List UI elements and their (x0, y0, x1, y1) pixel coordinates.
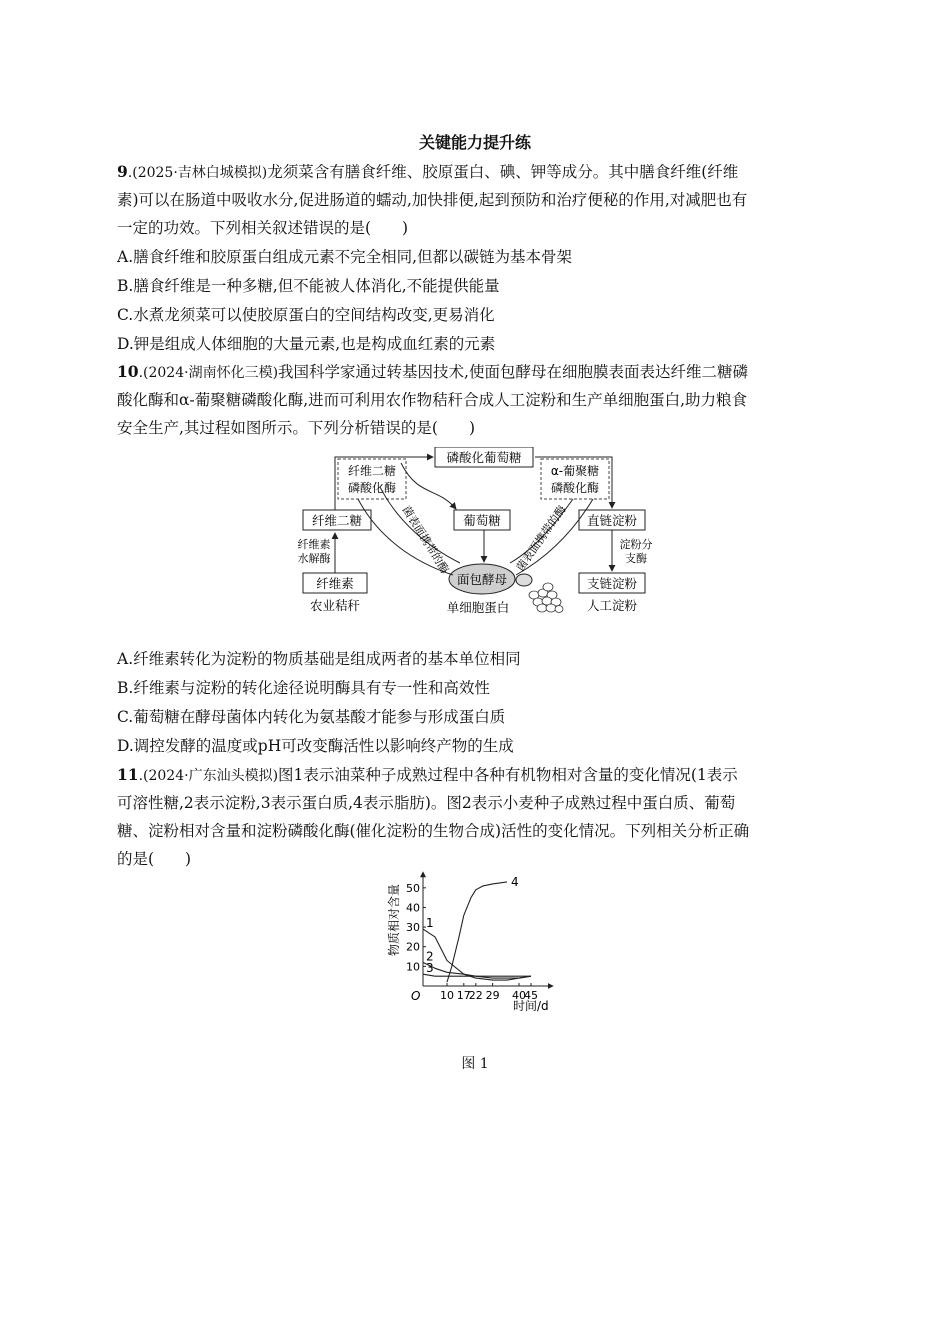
q10-option-c[interactable]: C.葡萄糖在酵母菌体内转化为氨基酸才能参与形成蛋白质 (117, 708, 506, 726)
series-line-4 (447, 882, 507, 982)
y-tick-label: 10 (406, 960, 420, 974)
q10-number: 10 (117, 362, 139, 381)
q11-source: .(2024·广东汕头模拟) (138, 768, 279, 784)
top-box-label: 磷酸化葡萄糖 (446, 450, 522, 465)
q10-source: .(2024·湖南怀化三模) (138, 365, 279, 381)
q9-line2: 素)可以在肠道中吸收水分,促进肠道的蠕动,加快排便,起到预防和治疗便秘的作用,对减肥也有 (117, 191, 748, 209)
q10-text-1: 我国科学家通过转基因技术,使面包酵母在细胞膜表面表达纤维二糖磷 (278, 363, 748, 381)
cellulase-label-2: 水解酶 (298, 552, 331, 565)
scp-cluster-icon (529, 583, 563, 613)
q9-line1 (117, 158, 833, 187)
x-axis-label: 时间/d (513, 999, 549, 1013)
q10-option-a[interactable]: A.纤维素转化为淀粉的物质基础是组成两者的基本单位相同 (117, 650, 521, 668)
origin-label: O (411, 989, 421, 1003)
q9-option-a[interactable]: A.膳食纤维和胶原蛋白组成元素不完全相同,但都以碳链为基本骨架 (117, 248, 573, 266)
q9-number: 9 (117, 162, 128, 181)
carried-right-label: 菌表面携带的酶 (513, 503, 569, 574)
right-enzyme-label-1: α-葡聚糖 (550, 464, 600, 478)
x-tick-label: 29 (485, 989, 500, 1002)
pathway-diagram (298, 447, 656, 619)
glucose-label: 葡萄糖 (463, 513, 501, 528)
left-enzyme-label-1: 纤维二糖 (347, 464, 397, 478)
yeast-bud (516, 574, 532, 586)
cellulose-label: 纤维素 (316, 576, 354, 591)
y-tick-label: 20 (406, 940, 420, 954)
y-tick-label: 50 (406, 881, 420, 895)
y-tick-label: 30 (406, 921, 420, 935)
q10-option-d[interactable]: D.调控发酵的温度或pH可改变酶活性以影响终产物的生成 (117, 737, 514, 755)
q11-line3: 糖、淀粉相对含量和淀粉磷酸化酶(催化淀粉的生物合成)活性的变化情况。下列相关分析正确 (117, 822, 750, 840)
q9-option-d[interactable]: D.钾是组成人体细胞的大量元素,也是构成血红素的元素 (117, 335, 496, 353)
carried-left-label: 菌表面携带的酶 (399, 503, 452, 576)
right-enzyme-label-2: 磷酸化酶 (550, 481, 600, 495)
straw-label: 农业秸秆 (309, 598, 361, 613)
x-tick-label: 17 (456, 989, 471, 1002)
q11-line4: 的是( ) (117, 850, 192, 868)
series-label-3: 3 (426, 961, 434, 976)
q9-line3: 一定的功效。下列相关叙述错误的是( ) (117, 219, 409, 237)
q10-option-b[interactable]: B.纤维素与淀粉的转化途径说明酶具有专一性和高效性 (117, 679, 490, 697)
q10-line2: 酸化酶和α-葡聚糖磷酸化酶,进而可利用农作物秸秆合成人工淀粉和生产单细胞蛋白,助力粮食 (117, 391, 748, 409)
q10-line3: 安全生产,其过程如图所示。下列分析错误的是( ) (117, 419, 476, 437)
left-enzyme-label-2: 磷酸化酶 (347, 481, 397, 495)
figure1-caption: 图 1 (461, 1056, 489, 1072)
q11-line1 (117, 761, 833, 790)
q9-source: .(2025·吉林白城模拟) (127, 165, 268, 181)
cellobiose-label: 纤维二糖 (311, 513, 363, 528)
series-label-1: 1 (426, 916, 434, 931)
series-line-3 (423, 974, 531, 976)
cellulase-label-1: 纤维素 (298, 538, 331, 551)
amylopectin-label: 支链淀粉 (586, 576, 638, 591)
arrow-enzyme-glucose (401, 463, 456, 509)
x-tick-label: 10 (440, 989, 454, 1002)
q11-line2: 可溶性糖,2表示淀粉,3表示蛋白质,4表示脂肪)。图2表示小麦种子成熟过程中蛋白质、葡萄 (117, 794, 736, 812)
x-tick-label: 45 (524, 989, 538, 1002)
amylose-label: 直链淀粉 (586, 513, 638, 528)
series-label-2: 2 (426, 949, 434, 964)
q10-line1 (117, 358, 833, 387)
q9-text-1: 龙须菜含有膳食纤维、胶原蛋白、碘、钾等成分。其中膳食纤维(纤维 (267, 163, 739, 181)
q9-option-c[interactable]: C.水煮龙须菜可以使胶原蛋白的空间结构改变,更易消化 (117, 306, 495, 324)
scp-label: 单细胞蛋白 (446, 600, 510, 615)
q11-number: 11 (117, 765, 139, 784)
y-tick-label: 40 (406, 901, 420, 915)
x-tick-label: 22 (468, 989, 483, 1002)
figure1-chart (378, 868, 558, 1028)
q9-option-b[interactable]: B.膳食纤维是一种多糖,但不能被人体消化,不能提供能量 (117, 277, 500, 295)
series-label-4: 4 (511, 874, 519, 889)
section-title: 关键能力提升练 (418, 133, 531, 152)
branching-label-2: 支酶 (625, 552, 647, 565)
q11-text-1: 图1表示油菜种子成熟过程中各种有机物相对含量的变化情况(1表示 (278, 766, 738, 784)
branching-label-1: 淀粉分 (619, 538, 653, 551)
y-axis-label: 物质相对含量 (387, 883, 401, 956)
yeast-label: 面包酵母 (456, 572, 508, 587)
x-tick-label: 40 (512, 989, 526, 1002)
series-line-1 (423, 929, 531, 980)
artificial-starch-label: 人工淀粉 (586, 598, 638, 613)
